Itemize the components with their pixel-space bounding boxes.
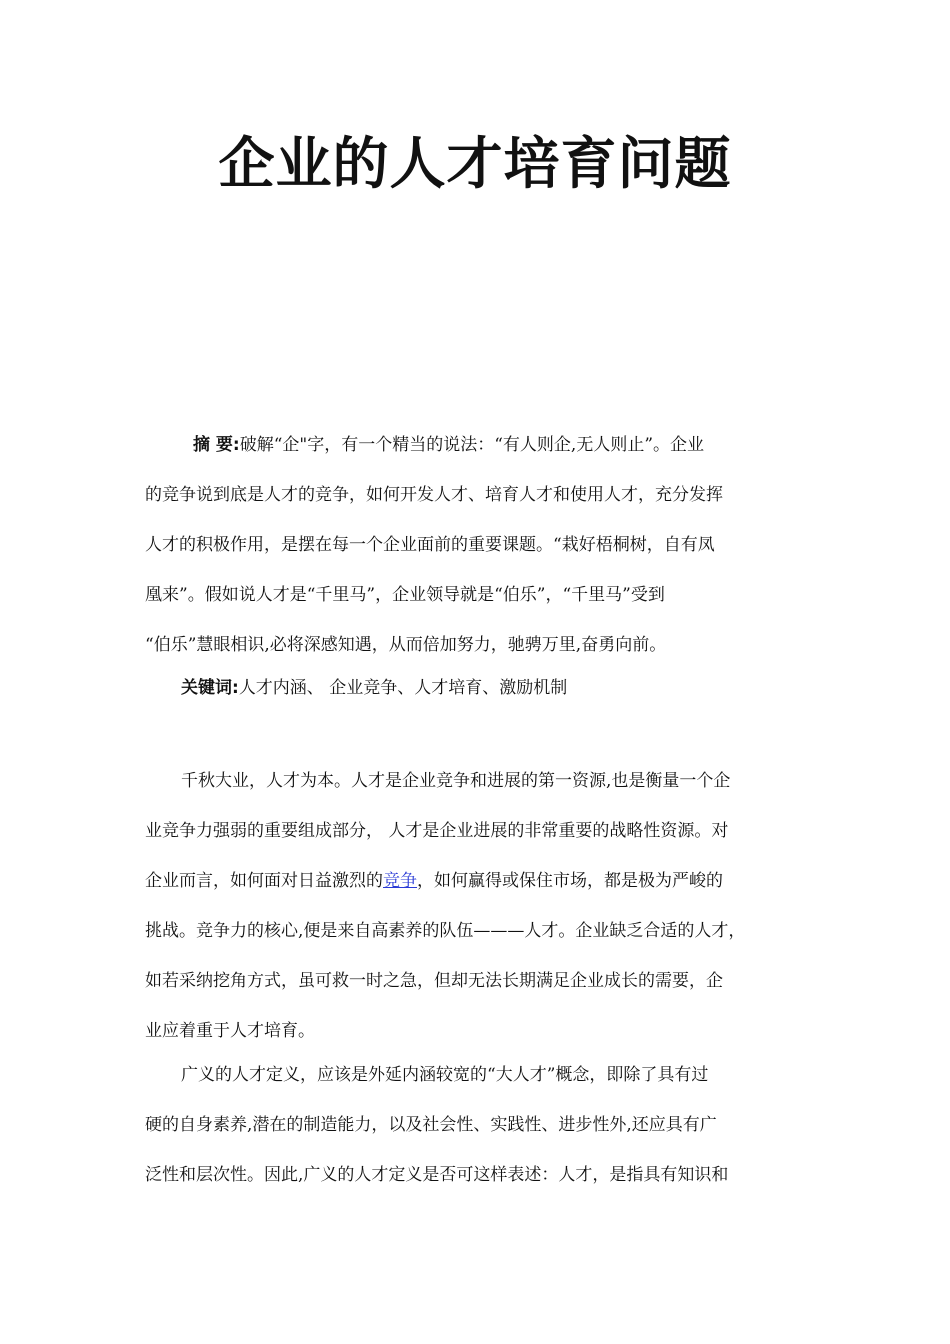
paragraph-line <box>145 870 723 892</box>
paragraph-line: 千秋大业，人才为本。人才是企业竞争和进展的第一资源,也是衡量一个企 <box>181 771 731 791</box>
paragraph-line: 广义的人才定义，应该是外延内涵较宽的“大人才”概念，即除了具有过 <box>181 1065 709 1085</box>
abstract-label: 摘 要: <box>193 435 240 455</box>
paragraph-text: ，如何赢得或保住市场，都是极为严峻的 <box>417 871 723 891</box>
abstract-line: “伯乐”慧眼相识,必将深感知遇，从而倍加努力，驰骋万里,奋勇向前。 <box>145 635 667 655</box>
paragraph-line: 业竞争力强弱的重要组成部分， 人才是企业进展的非常重要的战略性资源。对 <box>145 821 729 841</box>
keywords-line <box>181 677 567 699</box>
paragraph-line: 业应着重于人才培育。 <box>145 1021 315 1041</box>
competition-link[interactable]: 竞争 <box>383 871 417 891</box>
keywords-text: 人才内涵、 企业竞争、人才培育、激励机制 <box>238 678 568 698</box>
abstract-text: 破解“企"字，有一个精当的说法：“有人则企,无人则止”。企业 <box>239 435 705 455</box>
paragraph-text: 企业而言，如何面对日益激烈的 <box>145 871 383 891</box>
paragraph-line: 挑战。竞争力的核心,便是来自高素养的队伍———人才。企业缺乏合适的人才， <box>145 921 746 941</box>
abstract-line: 凰来”。假如说人才是“千里马”，企业领导就是“伯乐”，“千里马”受到 <box>145 585 665 605</box>
abstract-line <box>193 434 704 456</box>
paragraph-line: 硬的自身素养,潜在的制造能力，以及社会性、实践性、进步性外,还应具有广 <box>145 1115 717 1135</box>
abstract-line: 的竞争说到底是人才的竞争，如何开发人才、培育人才和使用人才，充分发挥 <box>145 485 723 505</box>
keywords-label: 关键词: <box>181 678 239 698</box>
paragraph-line: 泛性和层次性。因此,广义的人才定义是否可这样表述：人才，是指具有知识和 <box>145 1165 729 1185</box>
paragraph-line: 如若采纳挖角方式，虽可救一时之急，但却无法长期满足企业成长的需要，企 <box>145 971 723 991</box>
abstract-line: 人才的积极作用，是摆在每一个企业面前的重要课题。“栽好梧桐树，自有凤 <box>145 535 715 555</box>
document-title: 企业的人才培育问题 <box>218 132 732 197</box>
